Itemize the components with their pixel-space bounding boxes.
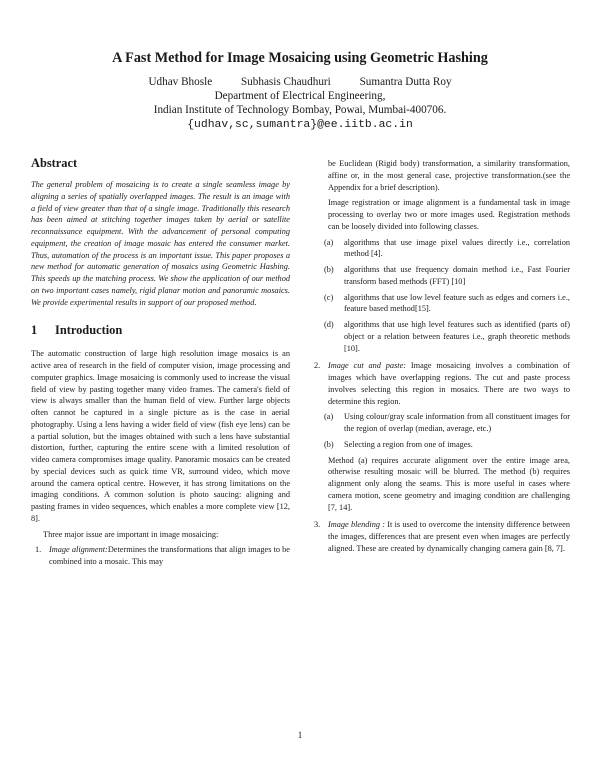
- list-item: [310, 264, 570, 288]
- issue-number: 3.: [314, 520, 321, 530]
- list-item: [310, 411, 570, 435]
- issue-text: It is used to overcome the intensity difference between the images, differences that are present even when images are perfectly aligned. These are created by dynamically changing camera gain [8, 7].: [328, 520, 571, 553]
- section-number: 1: [31, 323, 38, 338]
- page-number: 1: [297, 730, 303, 740]
- issue-2-after: Method (a) requires accurate alignment over the entire image area, otherwise resulting mosaic will be blurred. The method (b) requires alignment only along the seams. This is more useful in cases where camera motion, scene geometry and imaging condition are challenging [7, 14].: [328, 455, 570, 512]
- list-item-number: (b): [324, 439, 334, 449]
- list-item: [310, 292, 570, 316]
- section-heading-introduction: [31, 322, 290, 338]
- issue-1-text-continued: be Euclidean (Rigid body) transformation, a similarity transformation, affine or, in the most general case, projective transformation.(see the Appendix for a brief description).: [328, 159, 570, 192]
- affiliation-department: Department of Electrical Engineering,: [214, 90, 386, 102]
- issue-text: Image mosaicing involves a combination of images which have overlapping regions. The cut and paste process involves selecting this region in mosaics. There are two ways to determine this region.: [328, 361, 570, 406]
- issue-title: Image blending :: [328, 520, 386, 530]
- section-title: Introduction: [55, 323, 123, 338]
- issue-1-continuation: [310, 158, 570, 354]
- abstract-heading: Abstract: [31, 156, 78, 170]
- left-column: [31, 155, 290, 572]
- issue-item-2: [310, 360, 570, 513]
- list-item-number: (d): [324, 320, 334, 329]
- list-item-number: (a): [324, 412, 334, 422]
- right-column: [310, 158, 570, 559]
- author-3: Sumantra Dutta Roy: [359, 76, 452, 88]
- paper-title: A Fast Method for Image Mosaicing using Geometric Hashing: [112, 50, 488, 66]
- overlap-methods-list: [310, 411, 570, 450]
- issue-title: Image cut and paste:: [328, 361, 407, 371]
- list-item: [310, 319, 570, 354]
- list-item: [310, 439, 570, 451]
- author-emails: {udhav,sc,sumantra}@ee.iitb.ac.in: [187, 119, 413, 131]
- list-item-text: algorithms that use image pixel values directly i.e., correlation method [4].: [344, 237, 570, 259]
- issues-list-continued: [310, 360, 570, 554]
- author-1: Udhav Bhosle: [148, 76, 213, 88]
- issue-text-start: Determines the transformations that align images to be combined into a mosaic. This may: [49, 545, 290, 566]
- affiliation-institute: Indian Institute of Technology Bombay, Powai, Mumbai-400706.: [153, 104, 447, 116]
- issue-title: Image alignment:: [49, 545, 108, 555]
- issue-1-extra: Image registration or image alignment is a fundamental task in image processing to overlay two or more images used. Registration methods can be loosely divided into following classes.: [328, 198, 570, 231]
- list-item: [310, 237, 570, 261]
- list-item-number: (a): [324, 237, 334, 247]
- list-item-text: algorithms that use high level features such as identified (parts of) object or a relation between features i.e., graph theoretic methods [10].: [344, 320, 570, 353]
- list-item-text: algorithms that use frequency domain method i.e., Fast Fourier transform based methods (FFT) [10]: [344, 265, 570, 286]
- intro-paragraph-2: Three major issue are important in image mosaicing:: [43, 529, 219, 539]
- intro-paragraph-1: The automatic construction of large high resolution image mosaics is an active area of research in the field of computer vision, image processing and computer graphics. Image mosaicing is commonly used to increase the visual field of view by pasting together many video frames. The camera's field of view is always smaller than the human field of view. Further large objects often cannot be captured in a single picture as is the case in aerial photography. Using a lens having a wider field of view (fish eye lens) can be a partial solution, but the images obtained with such a lens have substantial distortion, further, capturing the entire scene with a limited resolution of video camera compromises image quality. Panoramic mosaics can be created by special devices such as quick time VR, surround video, which move around the camera optical centre. However, it has strong limitations on the imaging conditions. A common solution is photo saucing: aligning and pasting frames in video sequences, which enables a more complete view [12, 8].: [31, 349, 290, 523]
- list-item-number: (c): [324, 292, 334, 302]
- issue-item-3: [310, 519, 570, 554]
- author-2: Subhasis Chaudhuri: [240, 76, 331, 88]
- list-item-text: Using colour/gray scale information from all constituent images for the region of overlap (median, average, etc.): [344, 412, 570, 433]
- list-item-text: Selecting a region from one of images.: [344, 439, 473, 449]
- issue-number: 1.: [35, 545, 42, 555]
- issues-list: [31, 544, 290, 568]
- abstract-text: The general problem of mosaicing is to create a single seamless image by aligning a series of spatially overlapped images. The result is an image with a field of view greater than that of a single image. Traditionally this research has been aimed at stitching together images taken by aerial or satellite reconnaissance equipment. With the advancement of personal computing equipment, the creation of image mosaic has entered the consumer market. Thus, automation of the process is an important issue. This paper proposes a new method for automatic generation of mosaics using Geometric Hashing. This speeds up the matching process. We show the application of our method on two important cases namely, rigid planar motion and panoramic mosaics. We provide experimental results in support of our proposed method.: [31, 180, 290, 307]
- list-item-text: algorithms that use low level feature such as edges and corners i.e., feature based method[15].: [344, 292, 570, 314]
- list-item-number: (b): [324, 265, 334, 274]
- issue-number: 2.: [314, 361, 321, 371]
- issue-item-1: [31, 544, 290, 568]
- author-list: [0, 76, 600, 88]
- registration-methods-list: [310, 237, 570, 355]
